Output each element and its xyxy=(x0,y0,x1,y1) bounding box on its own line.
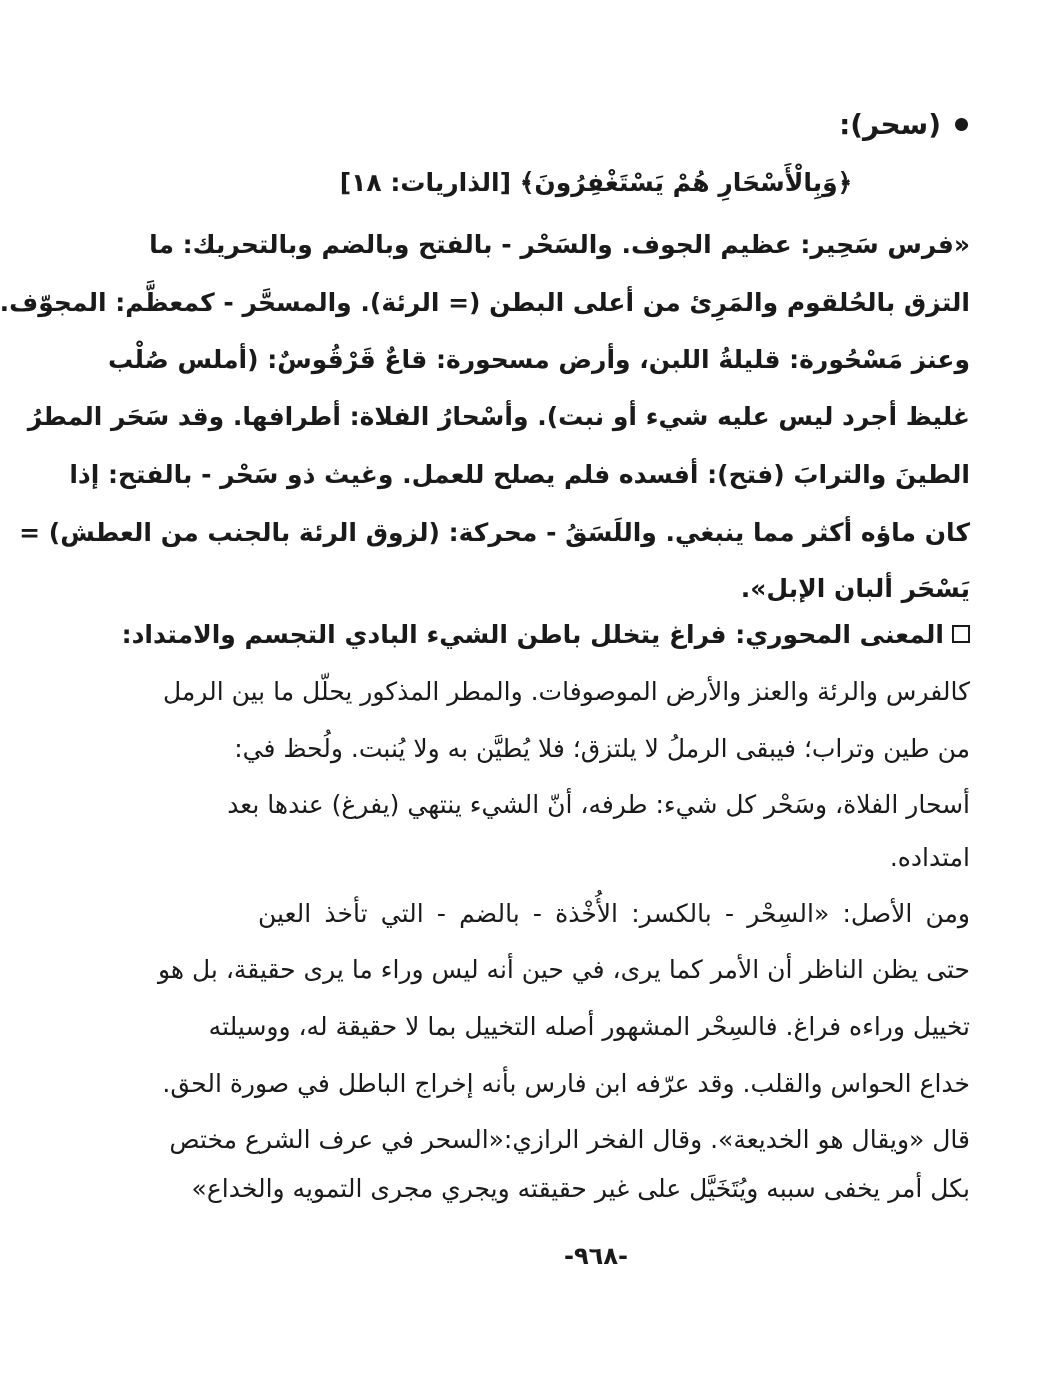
paragraph-2-line: من طين وتراب؛ فيبقى الرملُ لا يلتزق؛ فلا يُطيَّن به ولا يُنبت. ولُحظ في: xyxy=(234,734,970,763)
paragraph-3-line: قال «ويقال هو الخديعة». وقال الفخر الرازي:«السحر في عرف الشرع مختص xyxy=(169,1125,970,1154)
entry-heading-text: (سحر): xyxy=(839,108,941,141)
page-number: -٩٦٨- xyxy=(564,1242,628,1270)
paragraph-2-line xyxy=(121,606,970,664)
paragraph-3-line: بكل أمر يخفى سببه ويُتَخَيَّل على غير حقيقته ويجري مجرى التمويه والخداع» xyxy=(191,1174,970,1203)
paragraph-3-line: حتى يظن الناظر أن الأمر كما يرى، في حين أنه ليس وراء ما يرى حقيقة، بل هو xyxy=(157,955,970,984)
paragraph-1-line: وعنز مَسْحُورة: قليلةُ اللبن، وأرض مسحورة: قاعٌ قَرْقُوسٌ: (أملس صُلْب xyxy=(108,345,970,374)
square-bullet-icon xyxy=(952,625,970,643)
paragraph-3-line: ومن الأصل: «السِحْر - بالكسر: الأُخْذة - بالضم - التي تأخذ العين xyxy=(258,899,970,928)
paragraph-2-line: أسحار الفلاة، وسَحْر كل شيء: طرفه، أنّ الشيء ينتهي (يفرغ) عندها بعد xyxy=(227,790,970,819)
bullet-icon xyxy=(955,118,968,131)
paragraph-2-line: امتداده. xyxy=(889,843,970,872)
paragraph-1-line: «فرس سَحِير: عظيم الجوف. والسَحْر - بالفتح وبالضم وبالتحريك: ما xyxy=(149,230,970,259)
paragraph-2-line: كالفرس والرئة والعنز والأرض الموصوفات. والمطر المذكور يحلّل ما بين الرمل xyxy=(162,677,970,706)
paragraph-1-line: التزق بالحُلقوم والمَرِئ من أعلى البطن (= الرئة). والمسحَّر - كمعظَّم: المجوّف. xyxy=(0,288,970,317)
paragraph-3-line: خداع الحواس والقلب. وقد عرّفه ابن فارس بأنه إخراج الباطل في صورة الحق. xyxy=(162,1069,970,1098)
paragraph-1-line: يَسْحَر ألبان الإبل». xyxy=(740,574,970,603)
quran-verse: ﴿وَبِالْأَسْحَارِ هُمْ يَسْتَغْفِرُونَ﴾ [الذاريات: ١٨] xyxy=(339,168,853,197)
core-meaning-text: المعنى المحوري: فراغ يتخلل باطن الشيء البادي التجسم والامتداد: xyxy=(121,620,944,649)
paragraph-1-line: كان ماؤه أكثر مما ينبغي. واللَسَقُ - محركة: (لزوق الرئة بالجنب من العطش) = xyxy=(19,518,970,547)
paragraph-1-line: غليظ أجرد ليس عليه شيء أو نبت). وأسْحارُ الفلاة: أطرافها. وقد سَحَر المطرُ xyxy=(27,402,970,431)
paragraph-1-line: الطينَ والترابَ (فتح): أفسده فلم يصلح للعمل. وغيث ذو سَحْر - بالفتح: إذا xyxy=(69,460,970,489)
paragraph-3-line: تخييل وراءه فراغ. فالسِحْر المشهور أصله التخييل بما لا حقيقة له، ووسيلته xyxy=(208,1012,970,1041)
entry-heading xyxy=(839,108,968,141)
